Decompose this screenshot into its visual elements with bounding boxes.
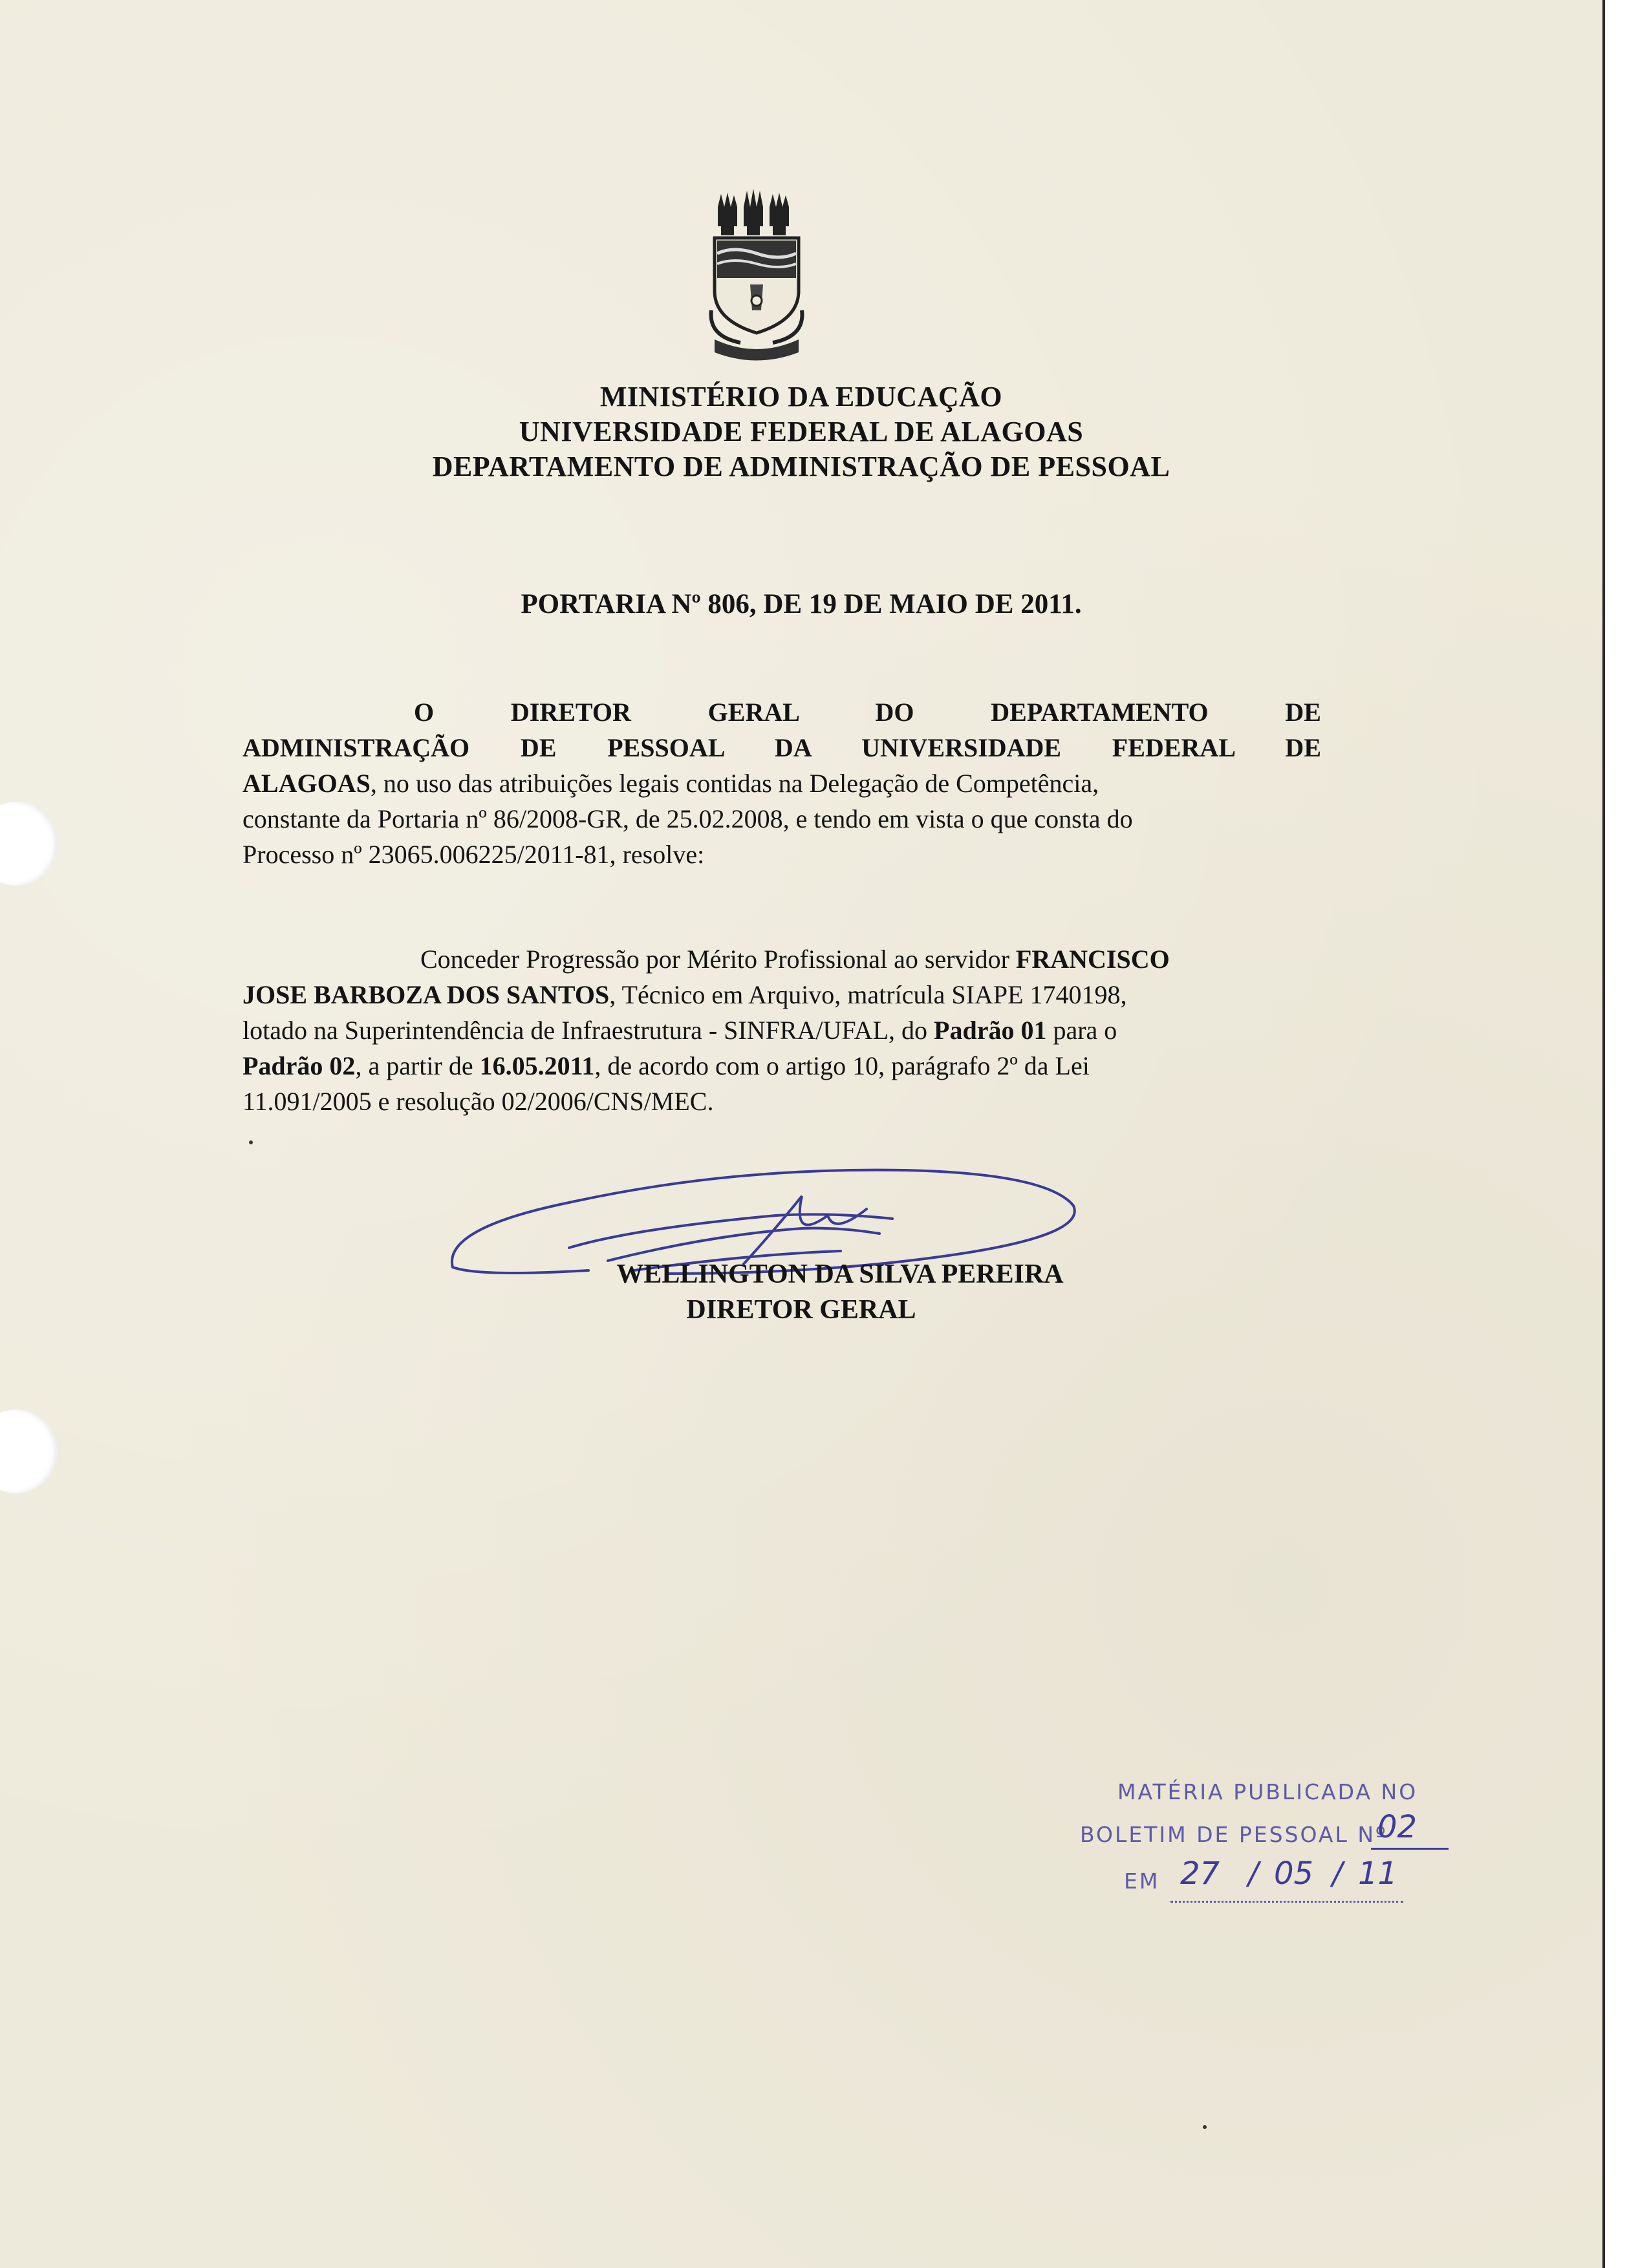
stamp-date-day: 27 — [1180, 1856, 1220, 1892]
intro-line-4: constante da Portaria nº 86/2008-GR, de 25.02.2008, e tendo em vista o que consta do — [242, 804, 1133, 833]
body-line-2-text: , Técnico em Arquivo, matrícula SIAPE 1740198, — [609, 980, 1127, 1009]
stamp-number-underline — [1371, 1848, 1449, 1850]
document-title: PORTARIA Nº 806, DE 19 DE MAIO DE 2011. — [521, 589, 1082, 619]
signatory-name: WELLINGTON DA SILVA PEREIRA — [616, 1259, 1064, 1289]
stray-mark — [249, 1140, 253, 1144]
body-line-3-bold: Padrão 01 — [934, 1016, 1047, 1045]
body-line-4-bold-2: 16.05.2011 — [479, 1051, 595, 1080]
body-line-3-rest: para o — [1046, 1016, 1117, 1045]
intro-line-3 — [242, 766, 1321, 801]
scan-border — [1602, 0, 1649, 2268]
body-line-4-rest: , de acordo com o artigo 10, parágrafo 2º da Lei — [594, 1051, 1090, 1080]
stamp-line-3: EM — [1124, 1868, 1160, 1894]
ministry-heading: MINISTÉRIO DA EDUCAÇÃO — [599, 381, 1003, 412]
publication-stamp — [1073, 1771, 1474, 1933]
body-line-1-text: Conceder Progressão por Mérito Profissional ao servidor — [420, 945, 1016, 974]
body-line-4-text: , a partir de — [355, 1051, 480, 1080]
stamp-line-2: BOLETIM DE PESSOAL Nº — [1080, 1822, 1388, 1847]
intro-line-2: ADMINISTRAÇÃO DE PESSOAL DA UNIVERSIDADE FEDERAL DE — [242, 733, 1321, 762]
punch-hole-bottom — [0, 1409, 58, 1493]
body-line-3 — [242, 1013, 1321, 1048]
intro-line-3-bold: ALAGOAS — [242, 769, 371, 798]
body-line-3-text: lotado na Superintendência de Infraestrutura - SINFRA/UFAL, do — [242, 1016, 934, 1045]
stamp-date-slash-2: / — [1332, 1856, 1343, 1892]
stamp-bulletin-number: 02 — [1377, 1809, 1417, 1845]
body-line-5: 11.091/2005 e resolução 02/2006/CNS/MEC. — [242, 1087, 714, 1116]
stamp-date-slash-1: / — [1248, 1856, 1259, 1892]
stamp-date-month: 05 — [1274, 1856, 1314, 1892]
department-heading: DEPARTAMENTO DE ADMINISTRAÇÃO DE PESSOAL — [432, 451, 1170, 482]
intro-line-1: O DIRETOR GERAL DO DEPARTAMENTO DE — [414, 698, 1321, 727]
university-seal-icon — [702, 181, 812, 369]
body-line-1 — [420, 942, 1321, 977]
intro-line-3-text: , no uso das atribuições legais contidas na Delegação de Competência, — [370, 769, 1099, 798]
body-line-1-bold: FRANCISCO — [1015, 945, 1170, 974]
body-line-4 — [242, 1049, 1321, 1084]
signatory-role: DIRETOR GERAL — [686, 1295, 916, 1325]
stamp-line-1: MATÉRIA PUBLICADA NO — [1117, 1779, 1418, 1804]
body-line-2 — [242, 978, 1321, 1012]
body-line-2-bold: JOSE BARBOZA DOS SANTOS — [242, 980, 610, 1009]
punch-hole-top — [0, 802, 58, 886]
university-heading: UNIVERSIDADE FEDERAL DE ALAGOAS — [519, 416, 1084, 447]
intro-line-5: Processo nº 23065.006225/2011-81, resolve: — [242, 840, 705, 869]
stray-mark — [1203, 2125, 1207, 2129]
stamp-date-year: 11 — [1358, 1856, 1398, 1892]
stamp-date-underline — [1170, 1901, 1403, 1903]
body-line-4-bold-1: Padrão 02 — [242, 1051, 356, 1080]
